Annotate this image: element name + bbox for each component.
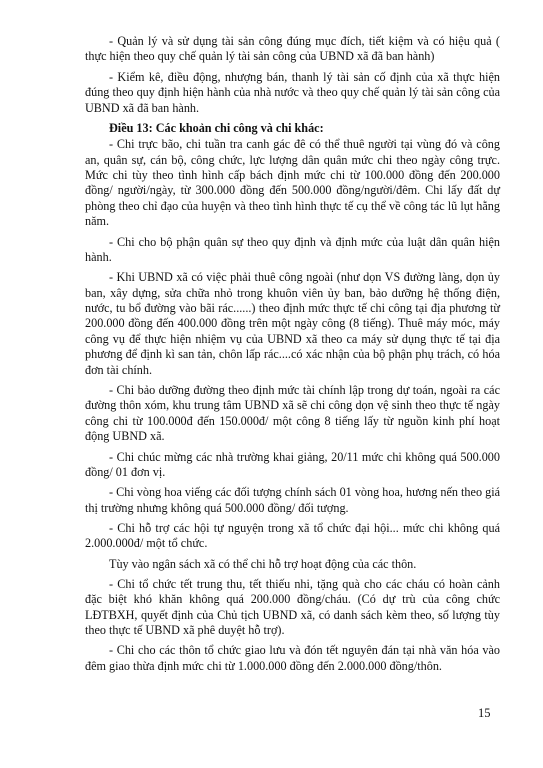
- paragraph-children-festival: - Chi tổ chức tết trung thu, tết thiếu nhi, tặng quà cho các cháu có hoàn cảnh đặc biệt khó khăn không quá 200.000 đồng/cháu. (Có dự trù của công chức LĐTBXH, quyết định của Chủ tịch UBND xã, có danh sách kèm theo, số lượng tùy theo thực tế UBND xã phê duyệt hỗ trợ).: [85, 576, 500, 638]
- paragraph-school-congrats: - Chi chúc mừng các nhà trường khai giảng, 20/11 mức chi không quá 500.000 đồng/ 01 đơn vị.: [85, 449, 500, 479]
- page-number: 15: [478, 706, 491, 720]
- paragraph-road-maintenance: - Chi bảo dưỡng đường theo định mức tài chính lập trong dự toán, ngoài ra các đường thôn xóm, khu trung tâm UBND xã sẽ chi công dọn vệ sinh theo thực tế ngày công chi từ 100.000đ đến 150.000đ/ một công 8 tiếng lấy từ nguồn kinh phí hoạt động UBND xã.: [85, 382, 500, 444]
- paragraph-funeral-wreath: - Chi vòng hoa viếng các đối tượng chính sách 01 vòng hoa, hương nến theo giá thị trường nhưng không quá 500.000 đồng/ đối tượng.: [85, 485, 500, 515]
- document-body: [85, 34, 500, 679]
- paragraph-village-support: Tùy vào ngân sách xã có thể chi hỗ trợ hoạt động của các thôn.: [109, 556, 417, 571]
- paragraph-military: - Chi cho bộ phận quân sự theo quy định và định mức của luật dân quân hiện hành.: [85, 234, 500, 264]
- paragraph-asset-management: - Quản lý và sử dụng tài sản công đúng mục đích, tiết kiệm và có hiệu quả ( thực hiện theo quy chế quản lý tài sản công của UBND xã đã ban hành): [85, 34, 500, 64]
- paragraph-new-year: - Chi cho các thôn tổ chức giao lưu và đón tết nguyên đán tại nhà văn hóa vào đêm giao thừa định mức chi từ 1.000.000 đồng đến 2.000.000 đồng/thôn.: [85, 643, 500, 673]
- article-13-heading: Điều 13: Các khoản chi công và chi khác:: [109, 120, 324, 135]
- paragraph-storm-duty: - Chi trực bão, chi tuần tra canh gác đê có thể thuê người tại vùng đó và công an, quân sự, cán bộ, công chức, lực lượng dân quân mức chi theo ngày công trực. Mức chi tùy theo tình hình cấp bách định mức chi từ 100.000 đồng đến 200.000 đồng/ người/ngày, từ 300.000 đồng đến 500.000 đồng/người/đêm. Chi lấy đất dự phòng theo chỉ đạo của huyện và theo tình hình thực tế cụ thể về công tác lũ lụt hằng năm.: [85, 137, 500, 229]
- paragraph-outside-labor: - Khi UBND xã có việc phải thuê công ngoài (như dọn VS đường làng, dọn ủy ban, xây dựng, sửa chữa nhỏ trong khuôn viên ủy ban, bảo dưỡng hệ thống điện, nước, tu bổ đường vào bãi rác......) theo định mức thực tế chi công tại địa phương từ 200.000 đồng đến 400.000 đồng trên một ngày công (8 tiếng). Thuê máy móc, máy công vụ để thực hiện nhiệm vụ của UBND xã theo ca máy sử dụng thực tế tại địa phương để định kì san tản, chôn lấp rác....có xác nhận của bộ phận phụ trách, có hóa đơn tài chính.: [85, 270, 500, 377]
- paragraph-associations-support: - Chi hỗ trợ các hội tự nguyện trong xã tổ chức đại hội... mức chi không quá 2.000.000đ/ một tổ chức.: [85, 520, 500, 551]
- paragraph-asset-inventory: - Kiểm kê, điều động, nhượng bán, thanh lý tài sản cố định của xã thực hiện đúng theo quy định hiện hành của nhà nước và theo quy chế quản lý tài sản công của UBND xã đã ban hành.: [85, 69, 500, 115]
